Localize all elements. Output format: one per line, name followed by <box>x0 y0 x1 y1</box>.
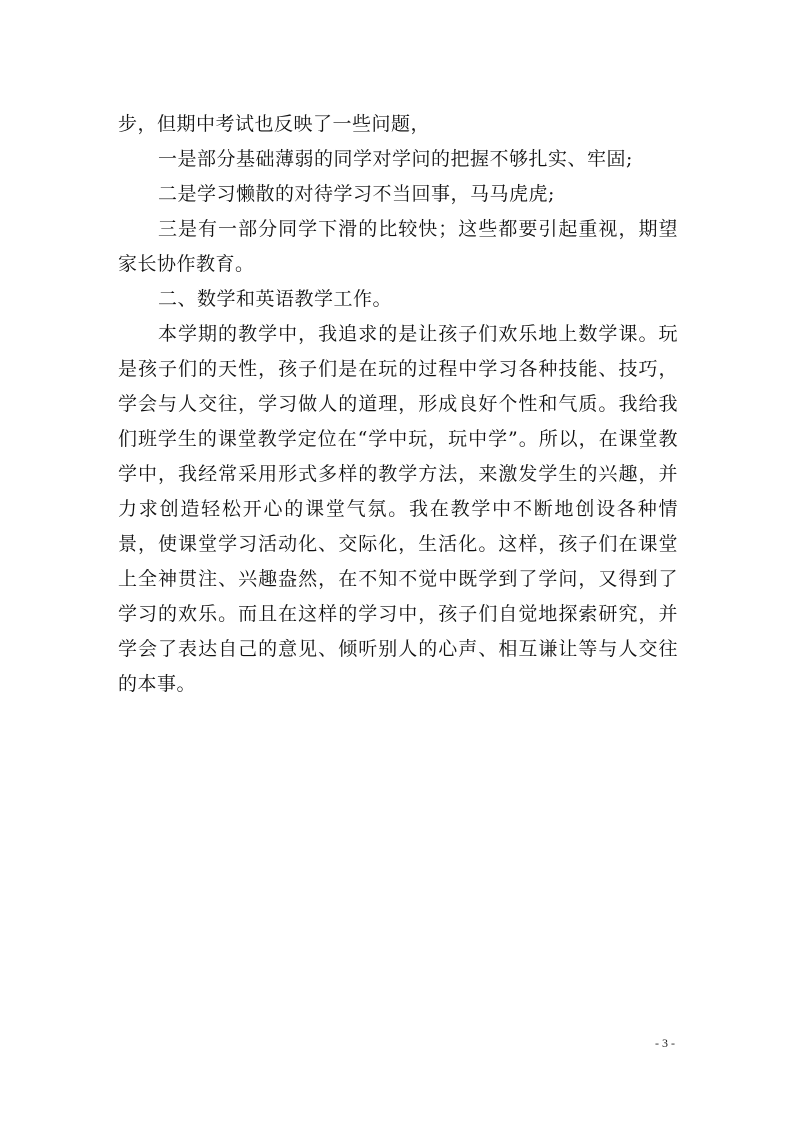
paragraph-problem-two: 二是学习懒散的对待学习不当回事，马马虎虎; <box>158 183 555 205</box>
page-number: - 3 - <box>655 1036 675 1050</box>
document-body <box>118 107 678 702</box>
paragraph-continuation: 步，但期中考试也反映了一些问题， <box>118 113 431 135</box>
paragraph-teaching: 本学期的教学中，我追求的是让孩子们欢乐地上数学课。玩是孩子们的天性，孩子们是在玩的过程中学习各种技能、技巧，学会与人交往，学习做人的道理，形成良好个性和气质。我给我们班学生的课堂教学定位在“学中玩，玩中学”。所以，在课堂教学中，我经常采用形式多样的教学方法，来激发学生的兴趣，并力求创造轻松开心的课堂气氛。我在教学中不断地创设各种情景，使课堂学习活动化、交际化，生活化。这样，孩子们在课堂上全神贯注、兴趣盎然，在不知不觉中既学到了学问，又得到了学习的欢乐。而且在这样的学习中，孩子们自觉地探索研究，并学会了表达自己的意见、倾听别人的心声、相互谦让等与人交往的本事。 <box>118 323 678 695</box>
paragraph-problem-three: 三是有一部分同学下滑的比较快；这些都要引起重视，期望家长协作教育。 <box>118 218 678 275</box>
paragraph-problem-one: 一是部分基础薄弱的同学对学问的把握不够扎实、牢固; <box>158 148 633 170</box>
section-heading: 二、数学和英语教学工作。 <box>158 288 393 310</box>
